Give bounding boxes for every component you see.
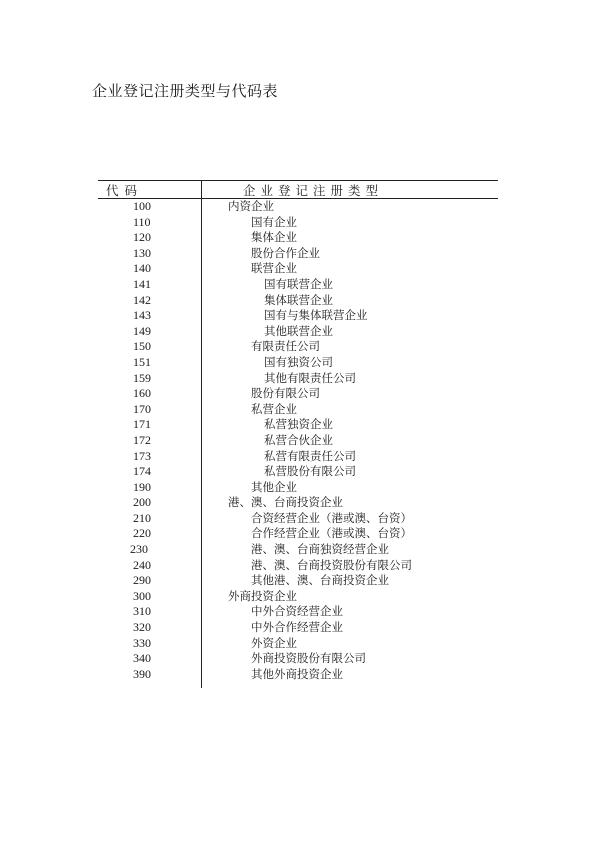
row-code: 151 bbox=[133, 354, 151, 369]
table-row bbox=[98, 417, 498, 433]
row-code: 300 bbox=[133, 588, 151, 603]
row-type-name: 股份有限公司 bbox=[251, 386, 320, 401]
table-row bbox=[98, 449, 498, 465]
row-code: 172 bbox=[133, 432, 151, 447]
row-type-name: 集体企业 bbox=[251, 230, 297, 245]
table-row bbox=[98, 339, 498, 355]
row-type-name: 国有企业 bbox=[251, 214, 297, 229]
table-row bbox=[98, 526, 498, 542]
table-row bbox=[98, 433, 498, 449]
row-type-name: 外商投资股份有限公司 bbox=[251, 651, 366, 666]
row-code: 100 bbox=[133, 199, 151, 213]
row-code: 130 bbox=[133, 245, 151, 260]
table-row bbox=[98, 589, 498, 605]
table-body bbox=[98, 199, 498, 682]
row-type-name: 集体联营企业 bbox=[264, 292, 333, 307]
row-type-name: 中外合作经营企业 bbox=[251, 620, 343, 635]
table-row bbox=[98, 261, 498, 277]
row-type-name: 股份合作企业 bbox=[251, 245, 320, 260]
table-row bbox=[98, 230, 498, 246]
table-row bbox=[98, 246, 498, 262]
row-code: 160 bbox=[133, 386, 151, 401]
row-type-name: 国有与集体联营企业 bbox=[264, 308, 368, 323]
row-type-name: 有限责任公司 bbox=[251, 339, 320, 354]
row-code: 173 bbox=[133, 448, 151, 463]
table-row bbox=[98, 495, 498, 511]
row-code: 110 bbox=[133, 214, 151, 229]
table-row bbox=[98, 542, 498, 558]
page-title: 企业登记注册类型与代码表 bbox=[92, 82, 279, 100]
row-code: 140 bbox=[133, 261, 151, 276]
row-type-name: 联营企业 bbox=[251, 261, 297, 276]
row-type-name: 私营股份有限公司 bbox=[264, 464, 356, 479]
row-type-name: 合资经营企业（港或澳、台资） bbox=[251, 510, 412, 525]
table-row bbox=[98, 277, 498, 293]
row-code: 200 bbox=[133, 495, 151, 510]
row-code: 143 bbox=[133, 308, 151, 323]
row-type-name: 国有联营企业 bbox=[264, 276, 333, 291]
table-row bbox=[98, 293, 498, 309]
table-row bbox=[98, 371, 498, 387]
row-code: 159 bbox=[133, 370, 151, 385]
row-type-name: 内资企业 bbox=[228, 199, 274, 213]
table-row bbox=[98, 620, 498, 636]
header-code: 代码 bbox=[106, 183, 144, 198]
row-code: 141 bbox=[133, 276, 151, 291]
row-type-name: 外商投资企业 bbox=[228, 588, 297, 603]
table-row bbox=[98, 464, 498, 480]
row-type-name: 私营有限责任公司 bbox=[264, 448, 356, 463]
table-row bbox=[98, 402, 498, 418]
row-code: 170 bbox=[133, 401, 151, 416]
row-code: 150 bbox=[133, 339, 151, 354]
row-code: 220 bbox=[133, 526, 151, 541]
table-row bbox=[98, 308, 498, 324]
row-type-name: 中外合资经营企业 bbox=[251, 604, 343, 619]
row-code: 190 bbox=[133, 479, 151, 494]
header-type: 企业登记注册类型 bbox=[243, 183, 384, 198]
row-code: 149 bbox=[133, 323, 151, 338]
row-code: 120 bbox=[133, 230, 151, 245]
table-row bbox=[98, 667, 498, 683]
row-type-name: 其他外商投资企业 bbox=[251, 666, 343, 681]
row-type-name: 港、澳、台商投资企业 bbox=[228, 495, 343, 510]
row-type-name: 私营合伙企业 bbox=[264, 432, 333, 447]
table-row bbox=[98, 355, 498, 371]
row-type-name: 私营独资企业 bbox=[264, 417, 333, 432]
row-type-name: 其他有限责任公司 bbox=[264, 370, 356, 385]
row-code: 320 bbox=[133, 620, 151, 635]
row-type-name: 私营企业 bbox=[251, 401, 297, 416]
row-type-name: 其他企业 bbox=[251, 479, 297, 494]
row-type-name: 其他港、澳、台商投资企业 bbox=[251, 573, 389, 588]
table-row bbox=[98, 511, 498, 527]
row-code: 171 bbox=[133, 417, 151, 432]
row-type-name: 港、澳、台商投资股份有限公司 bbox=[251, 557, 412, 572]
table-row bbox=[98, 324, 498, 340]
table-row bbox=[98, 636, 498, 652]
row-code: 240 bbox=[133, 557, 151, 572]
row-code: 210 bbox=[133, 510, 151, 525]
table-row bbox=[98, 651, 498, 667]
table-row bbox=[98, 386, 498, 402]
row-type-name: 其他联营企业 bbox=[264, 323, 333, 338]
table-row bbox=[98, 558, 498, 574]
row-code: 330 bbox=[133, 635, 151, 650]
table-row bbox=[98, 604, 498, 620]
row-code: 142 bbox=[133, 292, 151, 307]
row-code: 174 bbox=[133, 464, 151, 479]
row-type-name: 国有独资公司 bbox=[264, 354, 333, 369]
row-code: 230 bbox=[130, 542, 148, 557]
row-code: 290 bbox=[133, 573, 151, 588]
row-type-name: 港、澳、台商独资经营企业 bbox=[251, 542, 389, 557]
table-row bbox=[98, 480, 498, 496]
row-type-name: 外资企业 bbox=[251, 635, 297, 650]
row-type-name: 合作经营企业（港或澳、台资） bbox=[251, 526, 412, 541]
row-code: 310 bbox=[133, 604, 151, 619]
table-row bbox=[98, 215, 498, 231]
table-row bbox=[98, 199, 498, 215]
table-row bbox=[98, 573, 498, 589]
row-code: 340 bbox=[133, 651, 151, 666]
row-code: 390 bbox=[133, 666, 151, 681]
